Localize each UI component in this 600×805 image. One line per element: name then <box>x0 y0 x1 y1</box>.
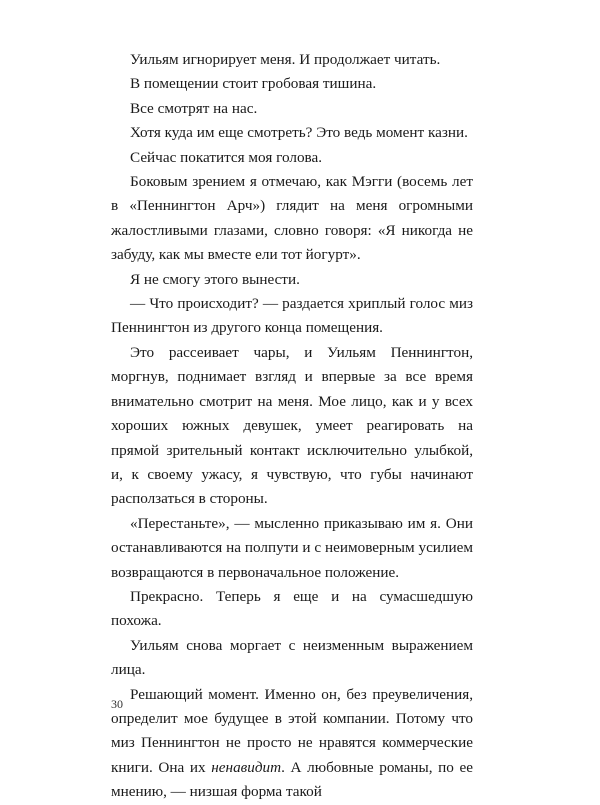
paragraph-text: Решающий момент. Именно он, без преувеличения, определит мое будущее в этой компании. Потому что миз Пеннингтон не просто не нравятся коммерческие книги. Она их <box>111 685 473 776</box>
paragraph-text-continued: . А любовные романы, по ее мнению, — низшая форма такой <box>111 758 474 801</box>
paragraph: Я не смогу этого вынести. <box>130 270 300 288</box>
paragraph: Уильям игнорирует меня. И продолжает читать. <box>130 51 441 68</box>
emphasis-text: ненавидит <box>211 758 282 776</box>
page-text <box>111 48 473 805</box>
paragraph: Сейчас покатится моя голова. <box>130 148 323 166</box>
paragraph: Уильям снова моргает с неизменным выражением лица. <box>111 636 473 679</box>
paragraph: — Что происходит? — раздается хриплый голос миз Пеннингтон из другого конца помещения. <box>111 295 473 337</box>
paragraph: Хотя куда им еще смотреть? Это ведь момент казни. <box>130 124 468 142</box>
paragraph: Все смотрят на нас. <box>130 99 258 117</box>
paragraph: Это рассеивает чары, и Уильям Пеннингтон, моргнув, поднимает взгляд и впервые за все время внимательно смотрит на меня. Мое лицо, как и у всех хороших южных девушек, умеет реагировать на прямой зрительный контакт исключительно улыбкой, и, к своему ужасу, я чувствую, что губы начинают расползаться в стороны. <box>111 343 473 508</box>
paragraph-final <box>111 683 473 805</box>
paragraph: «Перестаньте», — мысленно приказываю им я. Они останавливаются на полпути и с неимоверным усилием возвращаются в первоначальное положение. <box>111 514 473 581</box>
page-number: 30 <box>111 697 123 711</box>
paragraph: Прекрасно. Теперь я еще и на сумасшедшую похожа. <box>111 587 473 630</box>
paragraph: В помещении стоит гробовая тишина. <box>130 75 377 93</box>
paragraph: Боковым зрением я отмечаю, как Мэгги (восемь лет в «Пеннингтон Арч») глядит на меня огромными жалостливыми глазами, словно говоря: «Я никогда не забуду, как мы вместе ели тот йогурт». <box>111 173 473 264</box>
